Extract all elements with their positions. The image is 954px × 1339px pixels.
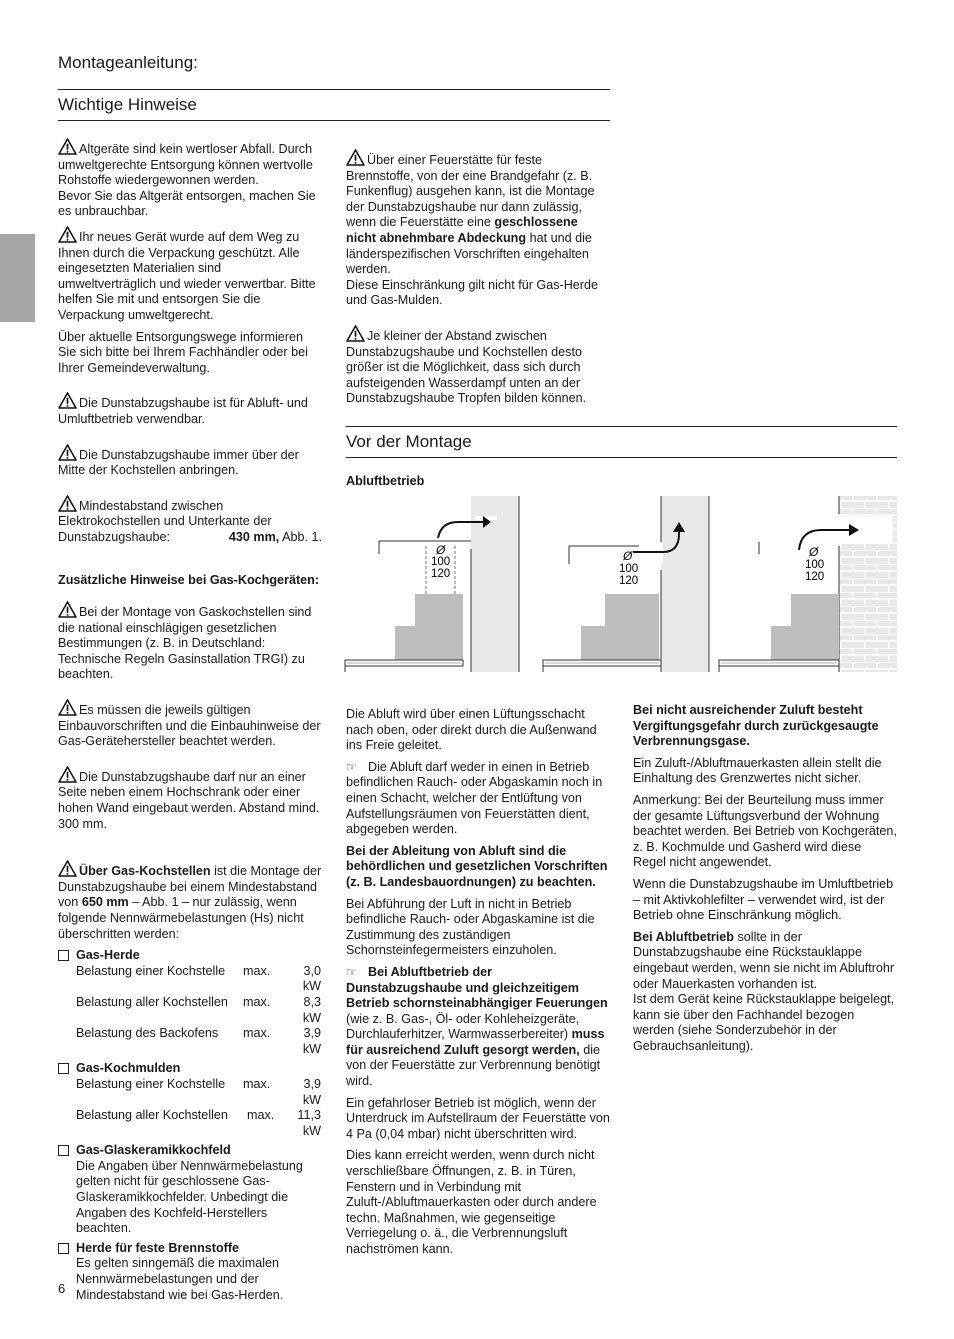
paragraph: Ein Zuluft-/Abluftmauerkasten allein stellt die Einhaltung des Grenzwertes nicht sicher. <box>633 755 882 786</box>
paragraph: Über Gas-Kochstellen ist die Montage der Dunstabzugshaube bei einem Mindestabstand von 650 mm – Abb. 1 – nur zulässig, wenn folgende Nennwärmebelastungen (Hs) nicht überschritten werden: <box>58 860 322 942</box>
list-item: Herde für feste Brennstoffe Es gelten sinngemäß die maximalen Nennwärmebelastungen und der Mindestabstand wie bei Gas-Herden. <box>58 1241 322 1303</box>
list-item: Gas-Kochmulden Belastung einer Kochstelle max. 3,9 kW Belastung aller Kochstellen max. 11,3 kW <box>58 1061 322 1139</box>
pointing-hand-icon: ☞ <box>346 964 357 979</box>
diameter-120: 120 <box>431 568 451 580</box>
paragraph: Über aktuelle Entsorgungswege informieren Sie sich bitte bei Ihrem Fachhändler oder bei Ihrer Gemeindeverwaltung. <box>58 329 308 375</box>
warning-triangle-icon <box>58 392 77 409</box>
diameter-120: 120 <box>619 575 639 587</box>
paragraph: Die Dunstabzugshaube darf nur an einer Seite neben einem Hochschrank oder einer hohen Wand eingebaut werden. Abstand mind. 300 mm. <box>58 766 322 832</box>
warning-triangle-icon <box>58 601 77 618</box>
paragraph: ☞ Die Abluft darf weder in einen in Betrieb befindlichen Rauch- oder Abgaskamin noch in einen Schacht, welcher der Entlüftung von Aufstellungsräumen von Feuerstätten dient, abgegeben werden. <box>346 759 603 837</box>
diameter-symbol: Ø <box>623 549 633 563</box>
diagram-wall-outlet <box>719 496 897 672</box>
gas-subheading: Zusätzliche Hinweise bei Gas-Kochgeräten: <box>58 573 320 588</box>
divider <box>58 120 610 121</box>
paragraph: Die Dunstabzugshaube immer über der Mitte der Kochstellen anbringen. <box>58 444 322 479</box>
paragraph: Wenn die Dunstabzugshaube im Umluftbetrieb – mit Aktivkohlefilter – verwendet wird, ist der Betrieb ohne Einschränkung möglich. <box>633 876 894 923</box>
diameter-100: 100 <box>619 563 639 575</box>
checkbox-icon <box>58 950 69 961</box>
paragraph: Bei der Montage von Gaskochstellen sind die national einschlägigen gesetzlichen Bestimmungen (z. B. in Deutschland: Technische Regeln Gasinstallation TRGI) zu beachten. <box>58 601 322 683</box>
divider <box>58 89 610 90</box>
paragraph: Es müssen die jeweils gültigen Einbauvorschriften und die Einbauhinweise der Gas-Gerätehersteller beachtet werden. <box>58 699 322 750</box>
paragraph: ☞ Bei Abluftbetrieb der Dunstabzugshaube und gleichzeitigem Betrieb schornsteinabhängiger Feuerungen (wie z. B. Gas-, Öl- oder Kohleheizgeräte, Durchlauferhitzer, Warmwasserbereiter) muss für ausreichend Zuluft gesorgt werden, die von der Feuerstätte zur Verbrennung benötigt wird. <box>346 964 608 1089</box>
warning-triangle-icon <box>58 444 77 461</box>
warning-triangle-icon <box>58 495 77 512</box>
warning-triangle-icon <box>58 138 77 155</box>
paragraph: Bei Abführung der Luft in nicht in Betrieb befindliche Rauch- oder Abgaskamine ist die Zustimmung des zuständigen Schornsteinfegermeisters einzuholen. <box>346 896 595 958</box>
paragraph: Altgeräte sind kein wertloser Abfall. Durch umweltgerechte Entsorgung können wertvolle Rohstoffe wiedergewonnen werden. Bevor Sie das Altgerät entsorgen, machen Sie es unbrauchbar. <box>58 138 322 220</box>
page-title: Montageanleitung: <box>58 53 198 72</box>
section-heading-important: Wichtige Hinweise <box>58 95 197 114</box>
paragraph: Mindestabstand zwischen Elektrokochstellen und Unterkante der Dunstabzugshaube: 430 mm, Abb. 1. <box>58 495 322 546</box>
paragraph: Über einer Feuerstätte für feste Brennstoffe, von der eine Brandgefahr (z. B. Funkenflug) ausgehen kann, ist die Montage der Dunstabzugshaube nur dann zulässig, wenn die Feuerstätte eine geschlossene nicht abnehmbare Abdeckung hat und die länderspezifischen Vorschriften eingehalten werden. Diese Einschränkung gilt nicht für Gas-Herde und Gas-Mulden. <box>346 149 610 309</box>
checkbox-icon <box>58 1243 69 1254</box>
list-item: Gas-Herde Belastung einer Kochstelle max. 3,0 kW Belastung aller Kochstellen max. 8,3 kW Belastung des Backofens max. 3,9 kW <box>58 948 322 1057</box>
checkbox-icon <box>58 1063 69 1074</box>
diameter-symbol: Ø <box>809 545 819 559</box>
diagram-side-shaft <box>543 496 709 672</box>
exhaust-mode-illustrations <box>343 494 898 674</box>
warning-triangle-icon <box>58 766 77 783</box>
section-heading-before: Vor der Montage <box>346 432 472 451</box>
paragraph: Die Abluft wird über einen Lüftungsschacht nach oben, oder direkt durch die Außenwand ins Freie geleitet. <box>346 707 597 753</box>
diagram-vertical-shaft <box>345 496 519 672</box>
warning-triangle-icon <box>346 325 365 342</box>
column-right <box>633 703 897 1060</box>
side-tab-marker <box>0 234 35 322</box>
warning-triangle-icon <box>58 699 77 716</box>
abluft-heading: Abluftbetrieb <box>346 474 425 488</box>
list-item: Gas-Glaskeramikkochfeld Die Angaben über Nennwärmebelastung gelten nicht für geschlossene Gas-Glaskeramikkochfelder. Unbedingt die Angaben des Kochfeld-Herstellers beachten. <box>58 1143 322 1237</box>
page-number: 6 <box>58 1281 66 1296</box>
warning-triangle-icon <box>346 149 365 166</box>
warning-triangle-icon <box>58 860 77 877</box>
column-left <box>58 138 322 1307</box>
warning-triangle-icon <box>58 226 77 243</box>
paragraph: Die Dunstabzugshaube ist für Abluft- und Umluftbetrieb verwendbar. <box>58 392 322 427</box>
column-middle-bottom <box>346 707 610 1264</box>
paragraph: Anmerkung: Bei der Beurteilung muss immer der gesamte Lüftungsverbund der Wohnung beachtet werden. Bei Betrieb von Kochgeräten, z. B. Kochmulde und Gasherd wird diese Regel nicht angewendet. <box>633 792 897 870</box>
diameter-symbol: Ø <box>436 543 446 557</box>
paragraph: Bei Abluftbetrieb sollte in der Dunstabzugshaube eine Rückstauklappe eingebaut werden, wenn sie nicht im Abluftrohr oder Mauerkasten vorhanden ist. Ist dem Gerät keine Rückstauklappe beigelegt, kann sie über den Fachhandel bezogen werden (siehe Sonderzubehör in der Gebrauchsanleitung). <box>633 929 895 1053</box>
paragraph: Ein gefahrloser Betrieb ist möglich, wenn der Unterdruck im Aufstellraum der Feuerstätte von 4 Pa (0,04 mbar) nicht überschritten wird. <box>346 1095 610 1141</box>
paragraph: Je kleiner der Abstand zwischen Dunstabzugshaube und Kochstellen desto größer ist die Möglichkeit, dass sich durch aufsteigenden Wasserdampf unten an der Dunstabzugshaube Tropfen bilden können. <box>346 325 610 407</box>
divider <box>346 426 897 427</box>
diameter-100: 100 <box>805 559 825 571</box>
paragraph: Bei der Ableitung von Abluft sind die behördlichen und gesetzlichen Vorschriften (z. B. Landesbauordnungen) zu beachten. <box>346 843 608 889</box>
column-middle-top <box>346 149 610 413</box>
pointing-hand-icon: ☞ <box>346 759 357 774</box>
paragraph: Bei nicht ausreichender Zuluft besteht Vergiftungsgefahr durch zurückgesaugte Verbrennungsgase. <box>633 703 879 749</box>
paragraph: Dies kann erreicht werden, wenn durch nicht verschließbare Öffnungen, z. B. in Türen, Fenstern und in Verbindung mit Zuluft-/Abluftmauerkasten oder durch andere techn. Maßnahmen, wie gegenseitige Verriegelung o. ä., die Verbrennungsluft nachströmen kann. <box>346 1148 597 1256</box>
checkbox-icon <box>58 1145 69 1156</box>
divider <box>346 457 897 458</box>
diameter-100: 100 <box>431 556 451 568</box>
paragraph: Ihr neues Gerät wurde auf dem Weg zu Ihnen durch die Verpackung geschützt. Alle eingesetzten Materialien sind umweltverträglich und wieder verwertbar. Bitte helfen Sie mit und entsorgen Sie die Verpackung umweltgerecht. <box>58 226 322 324</box>
diameter-120: 120 <box>805 571 825 583</box>
